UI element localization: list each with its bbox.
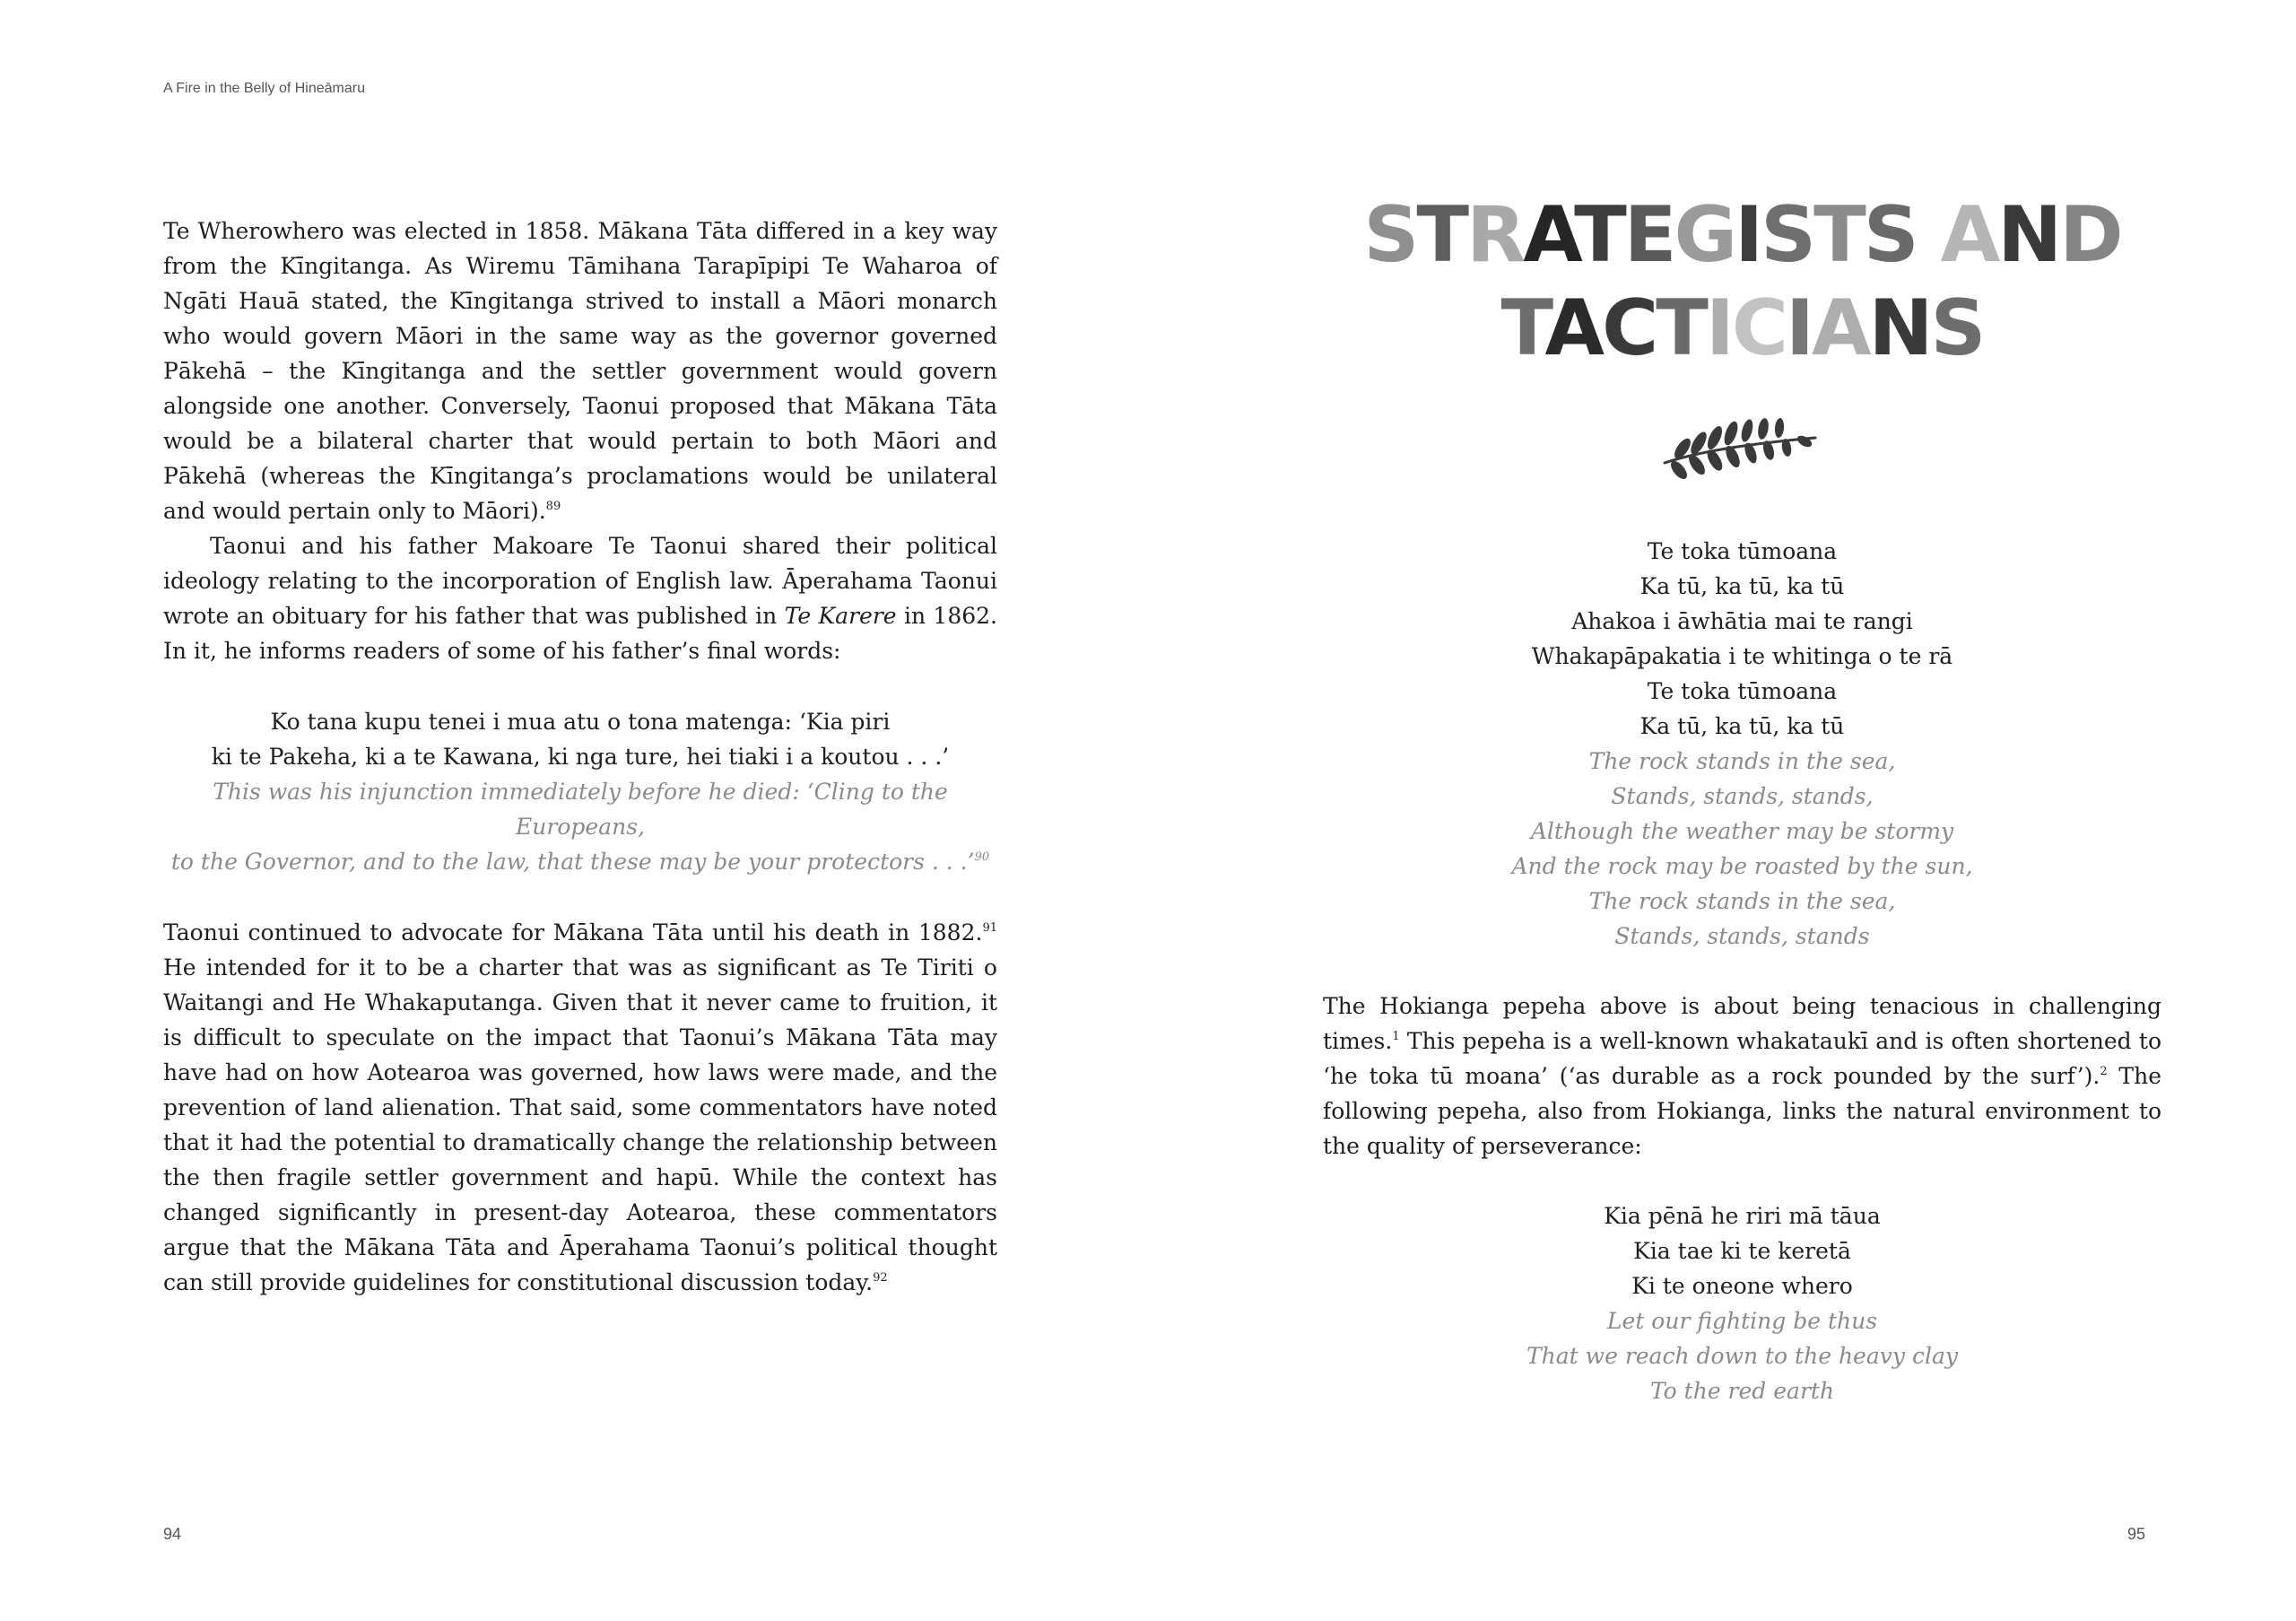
quote-line: ki te Pakeha, ki a te Kawana, ki nga ture, hei tiaki i a koutou . . .’ <box>211 744 950 770</box>
page-number-right: 95 <box>2127 1525 2146 1543</box>
verse-translation-line: And the rock may be roasted by the sun, <box>1511 853 1973 879</box>
chapter-title-letter: T <box>1813 190 1864 280</box>
chapter-title-letter: N <box>1868 283 1931 373</box>
quote-translation-line: This was his injunction immediately before he died: ‘Cling to the Europeans, <box>213 779 948 840</box>
chapter-title-letter <box>1917 190 1941 280</box>
verse-line: Kia tae ki te keretā <box>1633 1238 1851 1264</box>
paragraph <box>163 528 997 668</box>
chapter-title-letter: A <box>1544 283 1603 373</box>
verse-line: Ki te oneone whero <box>1631 1273 1853 1299</box>
chapter-title-letter: T <box>1574 190 1624 280</box>
chapter-title-letter: C <box>1731 283 1786 373</box>
verse-translation-line: Let our fighting be thus <box>1606 1308 1878 1334</box>
verse-translation-line: To the red earth <box>1649 1378 1835 1404</box>
chapter-title-letter: I <box>1785 283 1812 373</box>
paragraph-text: Te Wherowhero was elected in 1858. Mākana Tāta differed in a key way from the Kīngitanga. As Wiremu Tāmihana Tarapīpipi Te Waharoa of Ngāti Hauā stated, the Kīngitanga strived to install a Māori monarch who would govern Māori in the same way as the governor governed Pākehā – the Kīngitanga and the settler government would govern alongside one another. Conversely, Taonui proposed that Mākana Tāta would be a bilateral charter that would pertain to both Māori and Pākehā (whereas the Kīngitanga’s proclamations would be unilateral and would pertain only to Māori). <box>163 218 997 524</box>
paragraph-text: The Hokianga pepeha above is about being tenacious in challenging times. <box>1323 993 2161 1054</box>
verse-line: Ka tū, ka tū, ka tū <box>1639 713 1845 739</box>
paragraph <box>163 915 997 1300</box>
chapter-title-letter: C <box>1602 283 1657 373</box>
chapter-title-letter: I <box>1705 283 1732 373</box>
verse-block <box>1323 1198 2161 1408</box>
paragraph-text: Taonui and his father Makoare Te Taonui shared their political ideology relating to the incorporation of English law. Āperahama Taonui wrote an obituary for his father that was published in <box>163 533 997 629</box>
chapter-title-line <box>1323 188 2161 282</box>
verse-line: Te toka tūmoana <box>1647 678 1838 704</box>
verse-line: Whakapāpakatia i te whitinga o te rā <box>1531 643 1953 669</box>
paragraph <box>163 214 997 528</box>
footnote-ref: 92 <box>873 1271 888 1285</box>
verse-translation-line: The rock stands in the sea, <box>1588 888 1896 914</box>
chapter-title-letter: G <box>1674 190 1735 280</box>
quote-translation-text: to the Governor, and to the law, that these may be your protectors . . .’ <box>170 849 975 875</box>
verse-translation-line: Stands, stands, stands <box>1614 923 1870 949</box>
chapter-title-letter: A <box>1940 190 1998 280</box>
paragraph-text: in 1862. In it, he informs readers of some of his father’s final words: <box>163 603 997 664</box>
chapter-title-letter: I <box>1735 190 1761 280</box>
verse-line: Te toka tūmoana <box>1647 538 1838 564</box>
publication-title: Te Karere <box>784 603 897 629</box>
chapter-title-letter: S <box>1363 190 1417 280</box>
page-number-left: 94 <box>163 1525 182 1543</box>
verse-translation-line: Although the weather may be stormy <box>1530 818 1954 844</box>
footnote-ref: 89 <box>545 500 561 513</box>
footnote-ref: 91 <box>982 921 997 935</box>
chapter-title-letter: A <box>1523 190 1575 280</box>
verse-line: Ka tū, ka tū, ka tū <box>1639 573 1845 599</box>
verse-translation-line: That we reach down to the heavy clay <box>1526 1343 1958 1369</box>
paragraph <box>1323 989 2161 1163</box>
chapter-title-letter: T <box>1656 283 1706 373</box>
chapter-title-letter: T <box>1416 190 1466 280</box>
chapter-title-letter: N <box>1997 190 2060 280</box>
footnote-ref: 90 <box>974 850 990 864</box>
chapter-title-letter: S <box>1761 190 1814 280</box>
running-head: A Fire in the Belly of Hineāmaru <box>163 81 365 96</box>
chapter-title-letter: A <box>1811 283 1869 373</box>
chapter-title-letter: S <box>1863 190 1917 280</box>
chapter-title-letter: S <box>1930 283 1984 373</box>
block-quote <box>163 704 997 879</box>
verse-translation-line: Stands, stands, stands, <box>1611 783 1874 809</box>
footnote-ref: 1 <box>1392 1030 1400 1043</box>
right-page-text <box>1323 534 2161 1408</box>
paragraph-text: He intended for it to be a charter that was as significant as Te Tiriti o Waitangi and He Whakaputanga. Given that it never came to fruition, it is difficult to speculate on the impact that Taonui’s Mākana Tāta may have had on how Aotearoa was governed, how laws were made, and the prevention of land alienation. That said, some commentators have noted that it had the potential to dramatically change the relationship between the then fragile settler government and hapū. While the context has changed significantly in present-day Aotearoa, these commentators argue that the Mākana Tāta and Āperahama Taonui’s political thought can still provide guidelines for constitutional discussion today. <box>163 954 997 1295</box>
paragraph-text: The following pepeha, also from Hokianga, links the natural environment to the quality of perseverance: <box>1323 1063 2161 1159</box>
paragraph-text: Taonui continued to advocate for Mākana Tāta until his death in 1882. <box>163 919 983 946</box>
chapter-title-line <box>1323 282 2161 375</box>
verse-line: Kia pēnā he riri mā tāua <box>1604 1203 1881 1229</box>
verse-translation-line: The rock stands in the sea, <box>1588 748 1896 774</box>
fern-sprig-icon <box>1657 411 1821 483</box>
chapter-title-letter: R <box>1466 190 1524 280</box>
chapter-title <box>1323 188 2161 375</box>
verse-line: Ahakoa i āwhātia mai te rangi <box>1571 608 1913 634</box>
left-page-text <box>163 214 997 1300</box>
quote-line: Ko tana kupu tenei i mua atu o tona matenga: ‘Kia piri <box>270 709 891 735</box>
chapter-title-letter: E <box>1623 190 1674 280</box>
paragraph-text: This pepeha is a well-known whakataukī and is often shortened to ‘he toka tū moana’ (‘as durable as a rock pounded by the surf’). <box>1323 1028 2161 1089</box>
quote-translation-line <box>163 844 997 879</box>
chapter-title-letter: D <box>2059 190 2121 280</box>
chapter-title-letter: T <box>1500 283 1545 373</box>
footnote-ref: 2 <box>2100 1065 2108 1078</box>
verse-block <box>1323 534 2161 954</box>
